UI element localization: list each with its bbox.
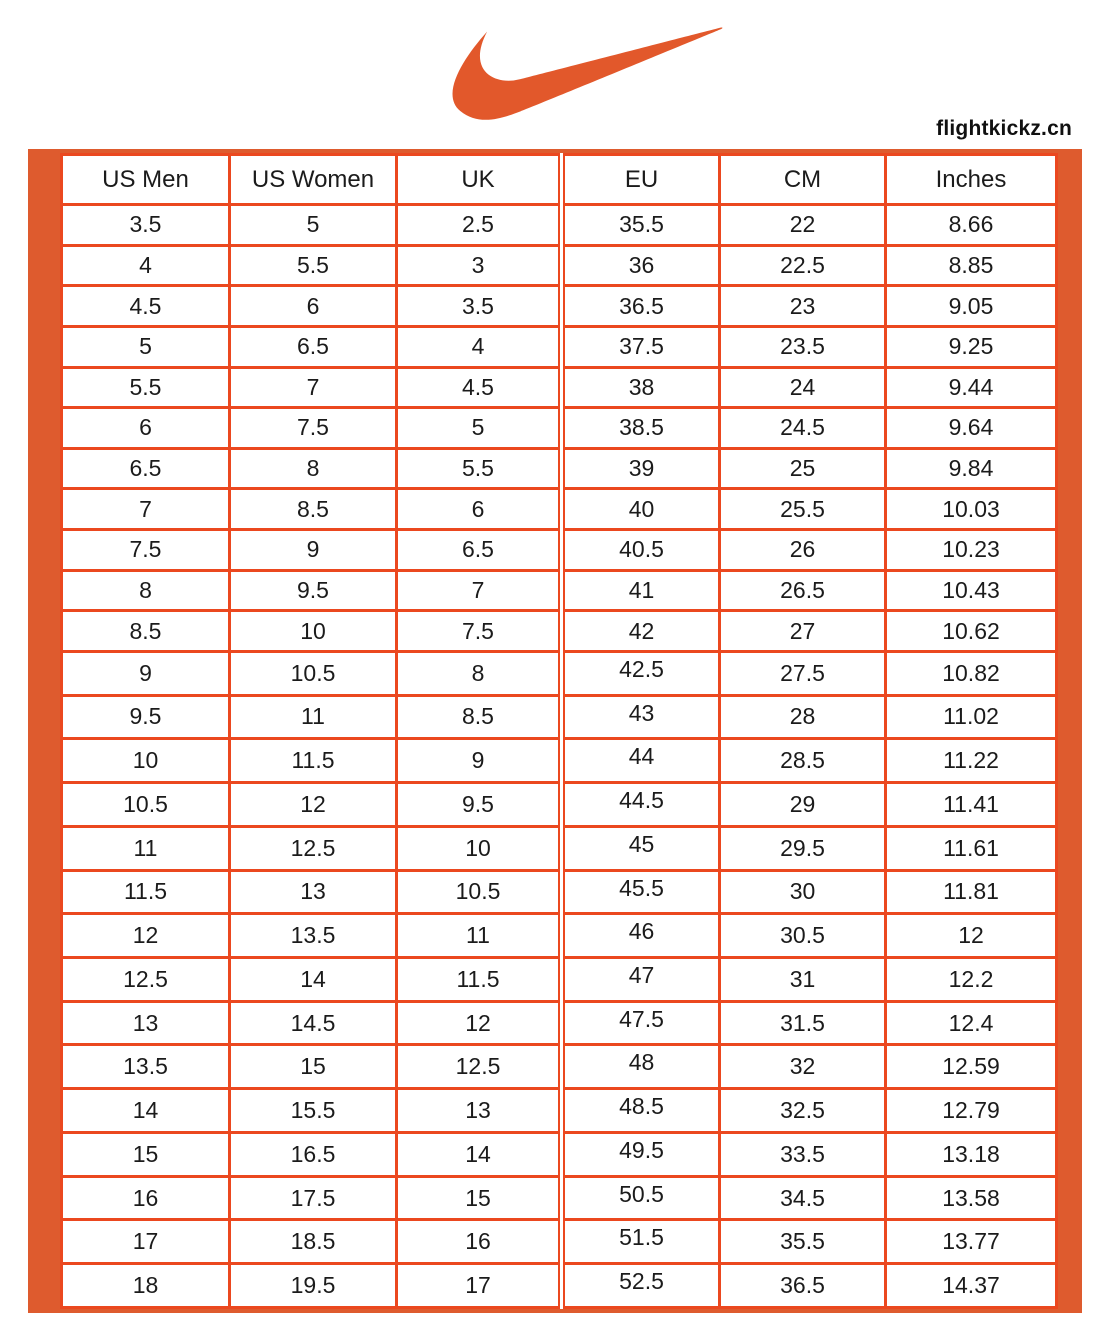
table-row: [62, 570, 1057, 611]
table-row: [62, 1001, 1057, 1045]
size-cell: 7.5: [62, 530, 230, 571]
size-cell: 22: [720, 205, 886, 246]
size-cell: 27.5: [720, 651, 886, 695]
table-row: [62, 651, 1057, 695]
size-cell: 12.5: [230, 826, 397, 870]
table-row: [62, 1045, 1057, 1089]
size-cell: 34.5: [720, 1176, 886, 1220]
size-cell: 12.59: [886, 1045, 1057, 1089]
size-cell: 9.84: [886, 448, 1057, 489]
size-cell: 18: [62, 1264, 230, 1308]
size-cell: 13: [230, 870, 397, 914]
size-cell: 11.02: [886, 695, 1057, 739]
size-cell: 6: [397, 489, 562, 530]
size-cell: 7: [62, 489, 230, 530]
size-cell: 6.5: [397, 530, 562, 571]
table-row: [62, 448, 1057, 489]
table-row: [62, 1132, 1057, 1176]
size-cell: 3.5: [397, 286, 562, 327]
size-cell: 14: [62, 1089, 230, 1133]
size-cell: 10.03: [886, 489, 1057, 530]
size-cell: 11.5: [397, 958, 562, 1002]
size-cell: 14: [397, 1132, 562, 1176]
table-row: [62, 1176, 1057, 1220]
table-row: [62, 205, 1057, 246]
size-cell: 6.5: [230, 326, 397, 367]
size-cell: 9: [62, 651, 230, 695]
size-cell: 7.5: [230, 408, 397, 449]
size-cell: 10.5: [397, 870, 562, 914]
table-row: [62, 1220, 1057, 1264]
size-cell: 12: [886, 914, 1057, 958]
size-cell: 11.81: [886, 870, 1057, 914]
size-cell: 6: [230, 286, 397, 327]
size-cell: 5.5: [397, 448, 562, 489]
size-cell: 9.44: [886, 367, 1057, 408]
size-cell: 47: [562, 958, 720, 1002]
size-cell: 3: [397, 245, 562, 286]
size-cell: 12.5: [397, 1045, 562, 1089]
size-cell: 11: [397, 914, 562, 958]
size-cell: 22.5: [720, 245, 886, 286]
size-cell: 8: [230, 448, 397, 489]
size-cell: 26: [720, 530, 886, 571]
size-cell: 29: [720, 783, 886, 827]
size-cell: 17: [62, 1220, 230, 1264]
size-cell: 37.5: [562, 326, 720, 367]
size-cell: 12.4: [886, 1001, 1057, 1045]
size-cell: 49.5: [562, 1132, 720, 1176]
size-cell: 4.5: [62, 286, 230, 327]
size-cell: 42: [562, 611, 720, 652]
size-cell: 5: [397, 408, 562, 449]
column-header-inches: Inches: [886, 155, 1057, 205]
size-cell: 16: [62, 1176, 230, 1220]
size-cell: 24.5: [720, 408, 886, 449]
size-cell: 40.5: [562, 530, 720, 571]
size-cell: 5.5: [62, 367, 230, 408]
size-cell: 10.43: [886, 570, 1057, 611]
size-cell: 15.5: [230, 1089, 397, 1133]
table-row: [62, 826, 1057, 870]
size-cell: 50.5: [562, 1176, 720, 1220]
size-cell: 12.79: [886, 1089, 1057, 1133]
size-cell: 36.5: [562, 286, 720, 327]
size-cell: 8: [397, 651, 562, 695]
size-cell: 9.5: [62, 695, 230, 739]
size-cell: 16: [397, 1220, 562, 1264]
size-cell: 10: [230, 611, 397, 652]
size-cell: 9.25: [886, 326, 1057, 367]
size-cell: 30: [720, 870, 886, 914]
size-cell: 15: [230, 1045, 397, 1089]
size-cell: 4.5: [397, 367, 562, 408]
size-cell: 3.5: [62, 205, 230, 246]
size-cell: 7.5: [397, 611, 562, 652]
table-row: [62, 1089, 1057, 1133]
size-cell: 8: [62, 570, 230, 611]
table-row: [62, 367, 1057, 408]
header-row: [62, 155, 1057, 205]
size-cell: 48: [562, 1045, 720, 1089]
size-cell: 12: [397, 1001, 562, 1045]
size-cell: 28: [720, 695, 886, 739]
size-conversion-table: [60, 153, 1058, 1309]
size-cell: 45.5: [562, 870, 720, 914]
size-cell: 36.5: [720, 1264, 886, 1308]
size-cell: 14.37: [886, 1264, 1057, 1308]
size-cell: 4: [62, 245, 230, 286]
size-cell: 5: [230, 205, 397, 246]
size-cell: 31.5: [720, 1001, 886, 1045]
size-cell: 32: [720, 1045, 886, 1089]
size-cell: 8.5: [230, 489, 397, 530]
table-row: [62, 958, 1057, 1002]
table-row: [62, 870, 1057, 914]
size-cell: 40: [562, 489, 720, 530]
size-cell: 31: [720, 958, 886, 1002]
size-cell: 35.5: [562, 205, 720, 246]
size-cell: 6: [62, 408, 230, 449]
table-row: [62, 695, 1057, 739]
size-cell: 15: [62, 1132, 230, 1176]
size-cell: 9.64: [886, 408, 1057, 449]
size-cell: 52.5: [562, 1264, 720, 1308]
size-cell: 36: [562, 245, 720, 286]
size-cell: 12.5: [62, 958, 230, 1002]
size-cell: 4: [397, 326, 562, 367]
size-cell: 13: [397, 1089, 562, 1133]
size-cell: 26.5: [720, 570, 886, 611]
size-cell: 10.62: [886, 611, 1057, 652]
size-cell: 11: [230, 695, 397, 739]
size-cell: 5.5: [230, 245, 397, 286]
size-cell: 13.5: [62, 1045, 230, 1089]
column-header-us-women: US Women: [230, 155, 397, 205]
size-cell: 25.5: [720, 489, 886, 530]
table-row: [62, 245, 1057, 286]
column-header-uk: UK: [397, 155, 562, 205]
size-table-body: [62, 205, 1057, 1308]
size-cell: 11.5: [230, 739, 397, 783]
size-cell: 18.5: [230, 1220, 397, 1264]
size-chart-frame: [28, 149, 1082, 1313]
size-cell: 29.5: [720, 826, 886, 870]
site-watermark: flightkickz.cn: [936, 117, 1072, 140]
size-cell: 9.05: [886, 286, 1057, 327]
size-cell: 10.82: [886, 651, 1057, 695]
size-cell: 17.5: [230, 1176, 397, 1220]
table-row: [62, 914, 1057, 958]
table-row: [62, 530, 1057, 571]
size-cell: 7: [397, 570, 562, 611]
table-row: [62, 1264, 1057, 1308]
size-cell: 42.5: [562, 651, 720, 695]
size-cell: 23.5: [720, 326, 886, 367]
size-cell: 13.77: [886, 1220, 1057, 1264]
size-cell: 30.5: [720, 914, 886, 958]
size-cell: 2.5: [397, 205, 562, 246]
size-cell: 5: [62, 326, 230, 367]
table-row: [62, 739, 1057, 783]
size-cell: 12: [62, 914, 230, 958]
size-cell: 13.5: [230, 914, 397, 958]
size-cell: 12.2: [886, 958, 1057, 1002]
size-cell: 43: [562, 695, 720, 739]
size-cell: 7: [230, 367, 397, 408]
size-cell: 11.22: [886, 739, 1057, 783]
size-cell: 16.5: [230, 1132, 397, 1176]
size-cell: 47.5: [562, 1001, 720, 1045]
size-cell: 33.5: [720, 1132, 886, 1176]
size-cell: 10.23: [886, 530, 1057, 571]
size-cell: 48.5: [562, 1089, 720, 1133]
size-cell: 11: [62, 826, 230, 870]
size-cell: 8.5: [62, 611, 230, 652]
size-cell: 13.58: [886, 1176, 1057, 1220]
size-cell: 27: [720, 611, 886, 652]
size-cell: 9.5: [397, 783, 562, 827]
size-cell: 11.61: [886, 826, 1057, 870]
table-row: [62, 783, 1057, 827]
column-header-eu: EU: [562, 155, 720, 205]
nike-swoosh-icon: [452, 24, 724, 122]
size-cell: 10: [62, 739, 230, 783]
table-row: [62, 326, 1057, 367]
size-cell: 39: [562, 448, 720, 489]
size-cell: 44.5: [562, 783, 720, 827]
size-cell: 51.5: [562, 1220, 720, 1264]
size-cell: 38.5: [562, 408, 720, 449]
size-cell: 38: [562, 367, 720, 408]
size-cell: 44: [562, 739, 720, 783]
table-row: [62, 408, 1057, 449]
size-cell: 13.18: [886, 1132, 1057, 1176]
size-cell: 10.5: [230, 651, 397, 695]
size-cell: 35.5: [720, 1220, 886, 1264]
size-cell: 9: [230, 530, 397, 571]
size-cell: 41: [562, 570, 720, 611]
size-cell: 13: [62, 1001, 230, 1045]
size-cell: 6.5: [62, 448, 230, 489]
size-cell: 14: [230, 958, 397, 1002]
size-cell: 23: [720, 286, 886, 327]
size-cell: 8.5: [397, 695, 562, 739]
size-cell: 8.85: [886, 245, 1057, 286]
table-row: [62, 489, 1057, 530]
size-cell: 45: [562, 826, 720, 870]
column-header-us-men: US Men: [62, 155, 230, 205]
size-cell: 19.5: [230, 1264, 397, 1308]
size-cell: 14.5: [230, 1001, 397, 1045]
size-cell: 9.5: [230, 570, 397, 611]
size-cell: 25: [720, 448, 886, 489]
column-header-cm: CM: [720, 155, 886, 205]
size-cell: 10: [397, 826, 562, 870]
table-row: [62, 286, 1057, 327]
size-cell: 24: [720, 367, 886, 408]
size-cell: 12: [230, 783, 397, 827]
size-cell: 17: [397, 1264, 562, 1308]
size-cell: 11.41: [886, 783, 1057, 827]
size-cell: 32.5: [720, 1089, 886, 1133]
table-row: [62, 611, 1057, 652]
size-cell: 15: [397, 1176, 562, 1220]
size-cell: 28.5: [720, 739, 886, 783]
size-cell: 8.66: [886, 205, 1057, 246]
size-cell: 9: [397, 739, 562, 783]
size-cell: 11.5: [62, 870, 230, 914]
size-cell: 46: [562, 914, 720, 958]
size-cell: 10.5: [62, 783, 230, 827]
